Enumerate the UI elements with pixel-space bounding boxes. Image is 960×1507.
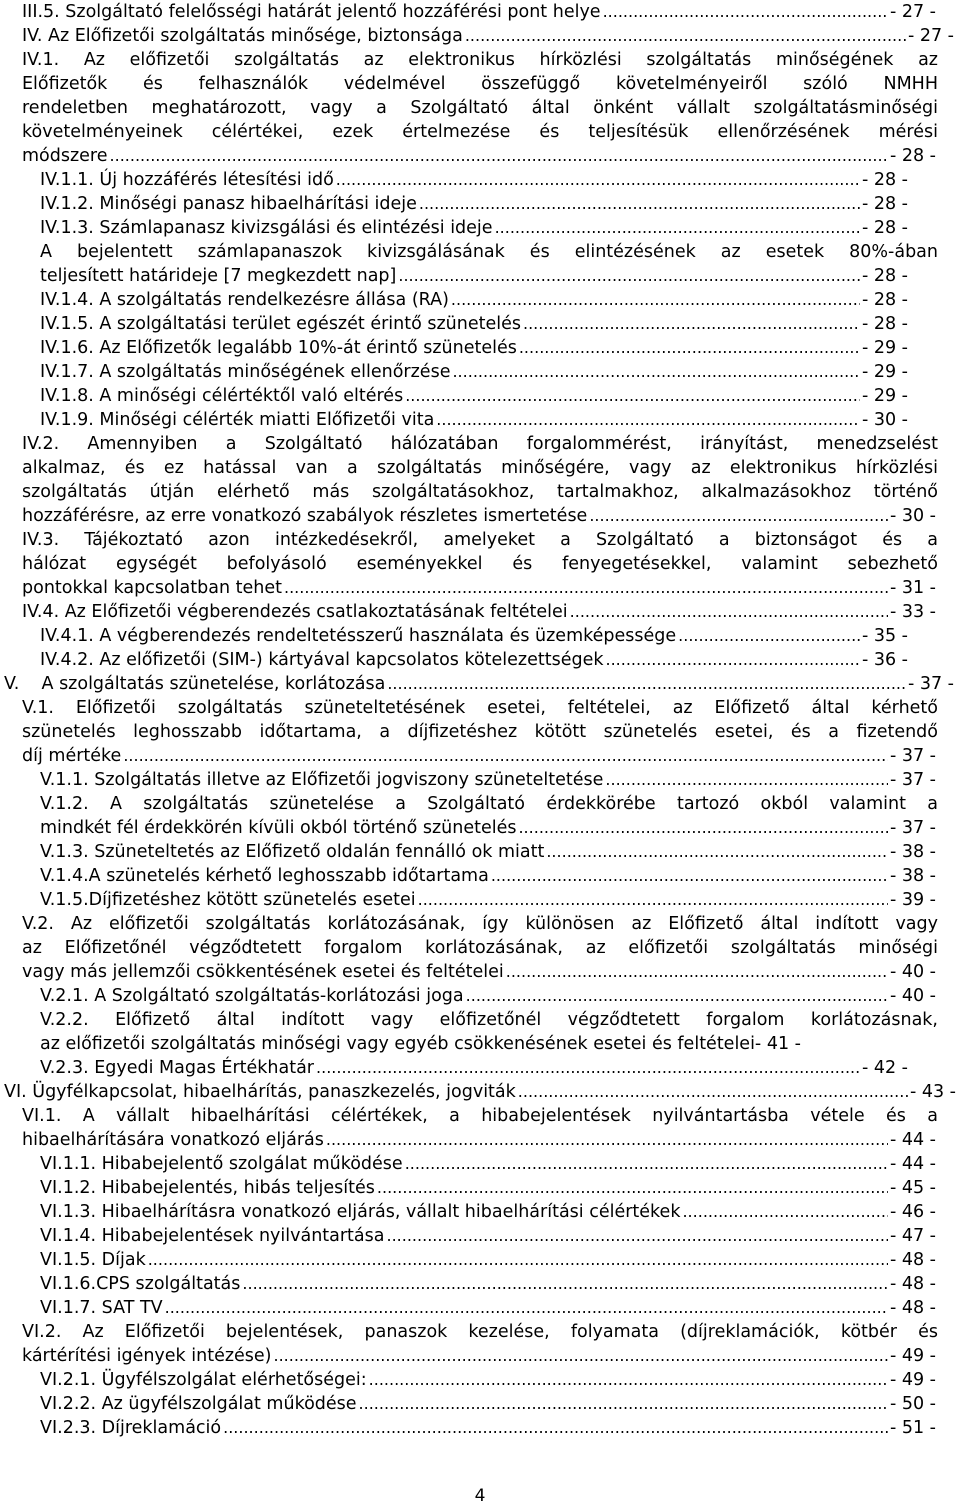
toc-entry[interactable]: IV.1.5. A szolgáltatási terület egészét érintő szünetelés ..... - 28 - xyxy=(40,312,908,336)
toc-entry[interactable]: IV.1.1. Új hozzáférés létesítési idő ..... - 28 - xyxy=(40,168,908,192)
toc-entry[interactable]: VI.2. Az Előfizetői bejelentések, panaszok kezelése, folyamata (díjreklamációk, kötbér és kártérítési igények intézése) ..... - 49 - xyxy=(22,1320,938,1368)
toc-entry[interactable]: IV.4. Az Előfizetői végberendezés csatlakoztatásának feltételei ..... - 33 - xyxy=(22,600,936,624)
page-ref: - 39 - xyxy=(889,890,936,910)
toc-entry[interactable]: VI. Ügyfélkapcsolat, hibaelhárítás, panaszkezelés, jogviták ..... - 43 - xyxy=(4,1080,956,1104)
page-ref: - 51 - xyxy=(889,1418,936,1438)
page-ref: - 43 - xyxy=(909,1082,956,1102)
page-ref: - 29 - xyxy=(861,338,908,358)
page-ref: - 38 - xyxy=(889,842,936,862)
page-ref: - 49 - xyxy=(889,1370,936,1390)
page-ref: - 35 - xyxy=(861,626,908,646)
toc-entry[interactable]: V.2. Az előfizetői szolgáltatás korlátozásának, így különösen az Előfizető által indított vagy az Előfizetőnél végződtetett forgalom korlátozásának, az előfizetői szolgáltatás minőségi vagy más jellemzői csökkentésének esetei és feltételei ..... - 40 - xyxy=(22,912,938,984)
page-ref: - 46 - xyxy=(889,1202,936,1222)
toc-entry[interactable]: VI.2.1. Ügyfélszolgálat elérhetőségei: ..... - 49 - xyxy=(40,1368,936,1392)
page-ref: - 28 - xyxy=(861,218,908,238)
dot-leader xyxy=(519,336,860,360)
toc-entry[interactable]: V.2.2. Előfizető által indított vagy előfizetőnél végződtetett forgalom korlátozásnak, az előfizetői szolgáltatás minőségi vagy egyéb csökkenésének esetei és feltételei- 41 - xyxy=(40,1010,938,1054)
page-ref: - 30 - xyxy=(861,410,908,430)
page-ref: - 27 - xyxy=(889,2,936,22)
dot-leader xyxy=(495,216,860,240)
page-ref: - 28 - xyxy=(861,266,908,286)
dot-leader xyxy=(387,1224,888,1248)
dot-leader xyxy=(359,1392,888,1416)
dot-leader xyxy=(606,648,860,672)
page-ref: - 31 - xyxy=(889,578,936,598)
toc-entry[interactable]: VI.1.7. SAT TV ..... - 48 - xyxy=(40,1296,936,1320)
page-ref: - 28 - xyxy=(889,146,936,166)
dot-leader xyxy=(451,288,860,312)
toc-entry[interactable]: VI.1.3. Hibaelhárításra vonatkozó eljárás, vállalt hibaelhárítási célértékek ..... - 46 - xyxy=(40,1200,936,1224)
dot-leader xyxy=(336,168,860,192)
toc-entry[interactable]: IV.1.2. Minőségi panasz hibaelhárítási ideje ..... - 28 - xyxy=(40,192,908,216)
dot-leader xyxy=(678,624,860,648)
toc-entry[interactable]: V.1.5.Díjfizetéshez kötött szünetelés esetei ..... - 39 - xyxy=(40,888,936,912)
toc-entry[interactable]: V.1.3. Szüneteltetés az Előfizető oldalán fennálló ok miatt ..... - 38 - xyxy=(40,840,936,864)
dot-leader xyxy=(466,984,888,1008)
page-ref: - 29 - xyxy=(861,362,908,382)
toc-entry[interactable]: VI.1.6.CPS szolgáltatás ..... - 48 - xyxy=(40,1272,936,1296)
dot-leader xyxy=(589,504,888,528)
page-ref: - 27 - xyxy=(907,26,954,46)
toc-entry[interactable]: V.1.4.A szünetelés kérhető leghosszabb időtartama ..... - 38 - xyxy=(40,864,936,888)
page-ref: - 42 - xyxy=(861,1058,908,1078)
page-ref: - 48 - xyxy=(889,1298,936,1318)
dot-leader xyxy=(123,744,888,768)
toc-entry[interactable]: IV.1.6. Az Előfizetők legalább 10%-át érintő szünetelés ..... - 29 - xyxy=(40,336,908,360)
toc-entry[interactable]: IV.1.9. Minőségi célérték miatti Előfizetői vita ..... - 30 - xyxy=(40,408,908,432)
dot-leader xyxy=(242,1272,888,1296)
toc-entry[interactable]: V. A szolgáltatás szünetelése, korlátozása ..... - 37 - xyxy=(4,672,954,696)
dot-leader xyxy=(682,1200,888,1224)
page-ref: - 37 - xyxy=(907,674,954,694)
page-ref: - 40 - xyxy=(889,962,936,982)
page-ref: - 37 - xyxy=(889,770,936,790)
dot-leader xyxy=(284,576,888,600)
dot-leader xyxy=(326,1128,888,1152)
page-ref: - 37 - xyxy=(889,746,936,766)
dot-leader xyxy=(405,384,860,408)
toc-entry[interactable]: V.2.1. A Szolgáltató szolgáltatás-korlátozási joga ..... - 40 - xyxy=(40,984,936,1008)
toc-entry[interactable]: V.2.3. Egyedi Magas Értékhatár ..... - 42 - xyxy=(40,1056,908,1080)
toc-entry[interactable]: III.5. Szolgáltató felelősségi határát jelentő hozzáférési pont helye ..... - 27 - xyxy=(22,0,936,24)
dot-leader xyxy=(165,1296,888,1320)
dot-leader xyxy=(518,816,888,840)
page-ref: - 28 - xyxy=(861,314,908,334)
dot-leader xyxy=(148,1248,888,1272)
page-ref: - 37 - xyxy=(889,818,936,838)
toc-entry[interactable]: IV.1.3. Számlapanasz kivizsgálási és elintézési ideje ..... - 28 - xyxy=(40,216,908,240)
dot-leader xyxy=(523,312,860,336)
toc-entry[interactable]: IV. Az Előfizetői szolgáltatás minősége, biztonsága ..... - 27 - xyxy=(22,24,954,48)
toc-entry[interactable]: A bejelentett számlapanaszok kivizsgálásának és elintézésének az esetek 80%-ában teljesített határideje [7 megkezdett nap] ..... - 28 - xyxy=(40,240,938,288)
toc-entry[interactable]: V.1.1. Szolgáltatás illetve az Előfizetői jogviszony szüneteltetése ..... - 37 - xyxy=(40,768,936,792)
toc-entry[interactable]: IV.4.1. A végberendezés rendeltetésszerű használata és üzemképessége ..... - 35 - xyxy=(40,624,908,648)
page-ref: - 30 - xyxy=(889,506,936,526)
dot-leader xyxy=(506,960,888,984)
page-ref: - 45 - xyxy=(889,1178,936,1198)
page-ref: - 49 - xyxy=(889,1346,936,1366)
page-ref: - 38 - xyxy=(889,866,936,886)
dot-leader xyxy=(405,1152,888,1176)
page-ref: - 44 - xyxy=(889,1130,936,1150)
toc-entry[interactable]: VI.1.2. Hibabejelentés, hibás teljesítés ..... - 45 - xyxy=(40,1176,936,1200)
dot-leader xyxy=(418,888,888,912)
page-ref: - 50 - xyxy=(889,1394,936,1414)
page-ref: - 28 - xyxy=(861,194,908,214)
toc-entry[interactable]: VI.1. A vállalt hibaelhárítási célértékek, a hibabejelentések nyilvántartásba vétele és a hibaelhárítására vonatkozó eljárás ..... - 44 - xyxy=(22,1104,938,1152)
page-ref: - 44 - xyxy=(889,1154,936,1174)
toc-entry[interactable]: V.1.2. A szolgáltatás szünetelése a Szolgáltató érdekkörébe tartozó okból valamint a mindkét fél érdekkörén kívüli okból történő szünetelés ..... - 37 - xyxy=(40,792,938,840)
toc-entry[interactable]: VI.2.2. Az ügyfélszolgálat működése ..... - 50 - xyxy=(40,1392,936,1416)
page-ref: - 40 - xyxy=(889,986,936,1006)
toc-entry[interactable]: VI.2.3. Díjreklamáció ..... - 51 - xyxy=(40,1416,936,1440)
dot-leader xyxy=(316,1056,860,1080)
page-ref: - 47 - xyxy=(889,1226,936,1246)
toc-entry[interactable]: IV.2. Amennyiben a Szolgáltató hálózatában forgalommérést, irányítást, menedzselést alkalmaz, és ez hatással van a szolgáltatás minőségére, vagy az elektronikus hírközlési szolgáltatás útján elérhető más szolgáltatásokhoz, tartalmakhoz, alkalmazásokhoz történő hozzáférésre, az erre vonatkozó szabályok részletes ismertetése ..... - 30 - xyxy=(22,432,938,528)
page-number: 4 xyxy=(474,1486,486,1506)
page-ref: - 48 - xyxy=(889,1250,936,1270)
dot-leader xyxy=(452,360,860,384)
dot-leader xyxy=(377,1176,888,1200)
dot-leader xyxy=(465,24,906,48)
dot-leader xyxy=(110,144,888,168)
toc-entry[interactable]: IV.4.2. Az előfizetői (SIM-) kártyával kapcsolatos kötelezettségek ..... - 36 - xyxy=(40,648,908,672)
page-ref: - 33 - xyxy=(889,602,936,622)
dot-leader xyxy=(274,1344,888,1368)
toc-entry[interactable]: VI.1.1. Hibabejelentő szolgálat működése ..... - 44 - xyxy=(40,1152,936,1176)
dot-leader xyxy=(518,1080,908,1104)
dot-leader xyxy=(491,864,888,888)
toc-entry[interactable]: IV.1.4. A szolgáltatás rendelkezésre állása (RA) ..... - 28 - xyxy=(40,288,908,312)
dot-leader xyxy=(419,192,860,216)
page-ref: - 48 - xyxy=(889,1274,936,1294)
toc-entry[interactable]: V.1. Előfizetői szolgáltatás szüneteltetésének esetei, feltételei, az Előfizető által kérhető szünetelés leghosszabb időtartama, a díjfizetéshez kötött szünetelés esetei, és a fizetendő díj mértéke ..... - 37 - xyxy=(22,696,938,768)
toc-entry[interactable]: IV.1. Az előfizetői szolgáltatás az elektronikus hírközlési szolgáltatás minőségének az Előfizetők és felhasználók védelmével összefüggő követelményeiről szóló NMHH rendeletben meghatározott, vagy a Szolgáltató által önként vállalt szolgáltatásminőségi követelményeinek célértékei, ezek értelmezése és teljesítésük ellenőrzésének mérési módszere ..... - 28 - xyxy=(22,48,938,168)
page-ref: - 36 - xyxy=(861,650,908,670)
page-ref: - 28 - xyxy=(861,290,908,310)
dot-leader xyxy=(387,672,906,696)
dot-leader xyxy=(546,840,888,864)
dot-leader xyxy=(398,264,860,288)
toc-entry[interactable]: VI.1.4. Hibabejelentések nyilvántartása ..... - 47 - xyxy=(40,1224,936,1248)
dot-leader xyxy=(436,408,860,432)
dot-leader xyxy=(603,0,888,24)
toc-entry[interactable]: VI.1.5. Díjak ..... - 48 - xyxy=(40,1248,936,1272)
dot-leader xyxy=(223,1416,888,1440)
dot-leader xyxy=(570,600,888,624)
page-ref: - 28 - xyxy=(861,170,908,190)
toc-entry[interactable]: IV.3. Tájékoztató azon intézkedésekről, amelyeket a Szolgáltató a biztonságot és a hálózat egységét befolyásoló eseményekkel és fenyegetésekkel, valamint sebezhető pontokkal kapcsolatban tehet ..... - 31 - xyxy=(22,528,938,600)
toc-entry[interactable]: IV.1.7. A szolgáltatás minőségének ellenőrzése ..... - 29 - xyxy=(40,360,908,384)
toc-entry[interactable]: IV.1.8. A minőségi célértéktől való eltérés ..... - 29 - xyxy=(40,384,908,408)
dot-leader xyxy=(605,768,888,792)
page-ref: - 29 - xyxy=(861,386,908,406)
dot-leader xyxy=(369,1368,888,1392)
